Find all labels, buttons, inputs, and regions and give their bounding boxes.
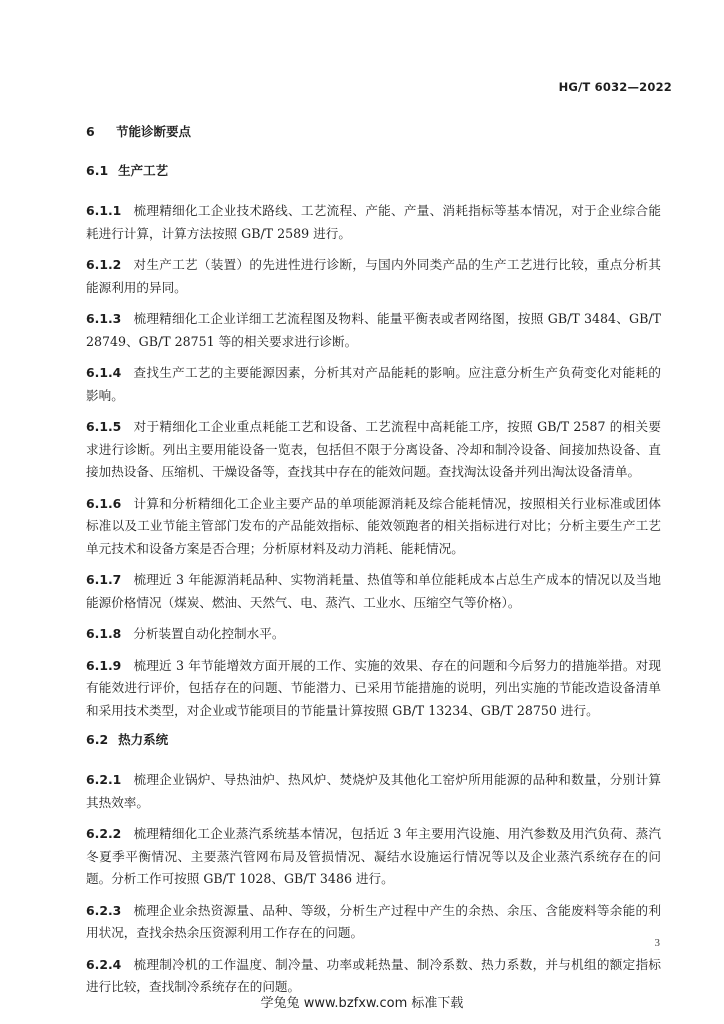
clause-number: 6.1.2 xyxy=(86,257,122,272)
clause-text: 对生产工艺（装置）的先进性进行诊断，与国内外同类产品的生产工艺进行比较，重点分析其能源利用的异同。 xyxy=(86,257,661,295)
document-body xyxy=(86,115,661,1008)
clause-text: 分析装置自动化控制水平。 xyxy=(133,626,285,641)
clause-6-2-2 xyxy=(86,823,661,891)
subsection-number: 6.2 xyxy=(86,732,109,747)
clause-text: 梳理企业余热资源量、品种、等级，分析生产过程中产生的余热、余压、含能废料等余能的利用状况，查找余热余压资源利用工作存在的问题。 xyxy=(86,902,661,940)
page-number: 3 xyxy=(654,937,660,949)
clause-text: 梳理精细化工企业技术路线、工艺流程、产能、产量、消耗指标等基本情况，对于企业综合能耗进行计算，计算方法按照 GB/T 2589 进行。 xyxy=(86,203,661,241)
clause-text: 梳理企业锅炉、导热油炉、热风炉、焚烧炉及其他化工窑炉所用能源的品种和数量，分别计算其热效率。 xyxy=(86,772,661,810)
clause-6-1-1 xyxy=(86,200,661,245)
clause-text: 查找生产工艺的主要能源因素，分析其对产品能耗的影响。应注意分析生产负荷变化对能耗的影响。 xyxy=(86,365,661,403)
section-heading xyxy=(86,123,661,141)
clause-6-1-8 xyxy=(86,623,661,646)
clause-6-1-4 xyxy=(86,362,661,407)
clause-number: 6.2.3 xyxy=(86,902,122,918)
clause-number: 6.2.2 xyxy=(86,826,122,841)
clause-text: 梳理精细化工企业蒸汽系统基本情况，包括近 3 年主要用汽设施、用汽参数及用汽负荷、蒸汽冬夏季平衡情况、主要蒸汽管网布局及管损情况、凝结水设施运行情况等以及企业蒸汽系统存在的问题。分析工作可按照 GB/T 1028、GB/T 3486 进行。 xyxy=(86,826,661,886)
clause-6-1-7 xyxy=(86,569,661,614)
subsection-number: 6.1 xyxy=(86,163,109,178)
clause-text: 梳理精细化工企业详细工艺流程图及物料、能量平衡表或者网络图，按照 GB/T 3484、GB/T 28749、GB/T 28751 等的相关要求进行诊断。 xyxy=(86,311,661,349)
clause-number: 6.2.4 xyxy=(86,956,122,972)
clause-6-1-5 xyxy=(86,416,661,484)
subsection-heading-6-2 xyxy=(86,731,661,749)
subsection-title: 热力系统 xyxy=(118,732,169,747)
section-number: 6 xyxy=(86,124,95,139)
subsection-heading-6-1 xyxy=(86,162,661,180)
section-title: 节能诊断要点 xyxy=(116,124,192,139)
clause-number: 6.1.5 xyxy=(86,419,122,434)
clause-number: 6.2.1 xyxy=(86,772,122,787)
clause-6-2-1 xyxy=(86,769,661,814)
clause-text: 梳理制冷机的工作温度、制冷量、功率或耗热量、制冷系数、热力系数，并与机组的额定指标进行比较，查找制冷系统存在的问题。 xyxy=(86,956,661,994)
clause-number: 6.1.7 xyxy=(86,572,122,587)
clause-text: 对于精细化工企业重点耗能工艺和设备、工艺流程中高耗能工序，按照 GB/T 2587 的相关要求进行诊断。列出主要用能设备一览表，包括但不限于分离设备、冷却和制冷设备、间接加热设备、直接加热设备、压缩机、干燥设备等，查找其中存在的能效问题。查找淘汰设备并列出淘汰设备清单。 xyxy=(86,419,661,479)
footer-watermark: 学兔兔 www.bzfxw.com 标准下载 xyxy=(260,996,464,1011)
clause-6-2-3 xyxy=(86,900,661,945)
clause-6-1-6 xyxy=(86,493,661,561)
clause-text: 计算和分析精细化工企业主要产品的单项能源消耗及综合能耗情况，按照相关行业标准或团体标准以及工业节能主管部门发布的产品能效指标、能效领跑者的相关指标进行对比；分析主要生产工艺单元技术和设备方案是否合理；分析原材料及动力消耗、能耗情况。 xyxy=(86,495,661,556)
clause-text: 梳理近 3 年节能增效方面开展的工作、实施的效果、存在的问题和今后努力的措施举措。对现有能效进行评价，包括存在的问题、节能潜力、已采用节能措施的说明，列出实施的节能改造设备清单和采用技术类型，对企业或节能项目的节能量计算按照 GB/T 13234、GB/T 28750 进行。 xyxy=(86,657,661,718)
clause-text: 梳理近 3 年能源消耗品种、实物消耗量、热值等和单位能耗成本占总生产成本的情况以及当地能源价格情况（煤炭、燃油、天然气、电、蒸汽、工业水、压缩空气等价格）。 xyxy=(86,572,661,610)
standard-code: HG/T 6032—2022 xyxy=(558,80,672,94)
clause-number: 6.1.8 xyxy=(86,626,122,641)
clause-number: 6.1.1 xyxy=(86,203,122,218)
clause-number: 6.1.3 xyxy=(86,311,122,326)
clause-6-1-9 xyxy=(86,655,661,723)
subsection-title: 生产工艺 xyxy=(118,163,169,178)
clause-6-1-3 xyxy=(86,308,661,353)
clause-number: 6.1.4 xyxy=(86,365,122,380)
clause-number: 6.1.9 xyxy=(86,657,122,673)
clause-6-1-2 xyxy=(86,254,661,299)
clause-number: 6.1.6 xyxy=(86,495,122,511)
